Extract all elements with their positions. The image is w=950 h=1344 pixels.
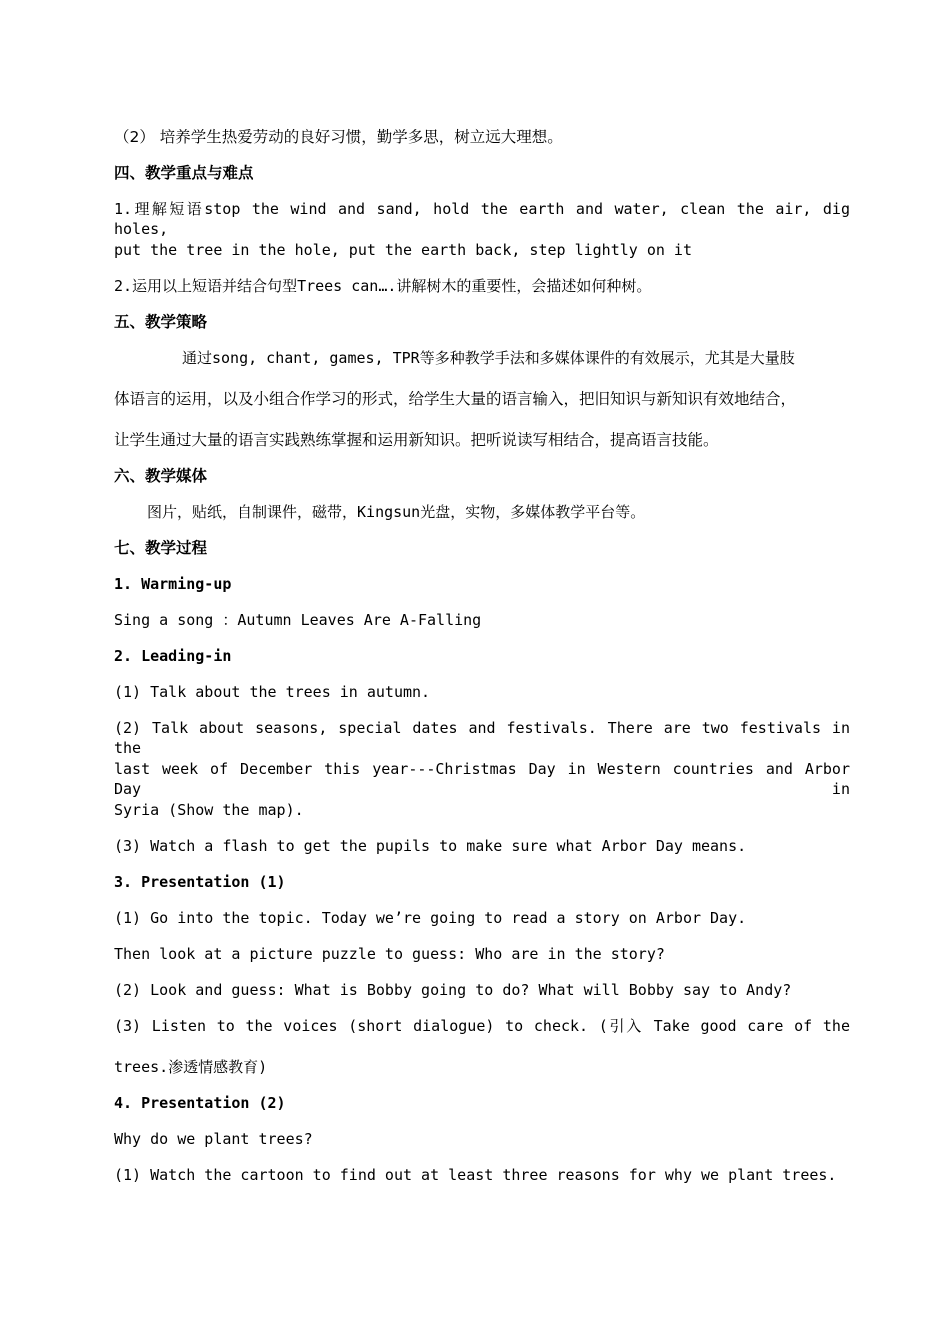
step-2-item-2-end: Syria (Show the map). [114,801,304,819]
key-point-1-continued: put the tree in the hole, put the earth back, step lightly on it [114,241,692,259]
section-heading-media: 六、教学媒体 [114,467,208,485]
step-2-item-2-continued: last week of December this year---Christmas Day in Western countries and Arbor Day in [114,760,850,798]
step-3-item-1: (1) Go into the topic. Today we’re going to read a story on Arbor Day. [114,909,747,927]
step-3-item-2: (2) Look and guess: What is Bobby going to do? What will Bobby say to Andy? [114,981,792,999]
step-2-heading: 2. Leading-in [114,647,232,665]
step-3-item-3: (3) Listen to the voices (short dialogue) to check. (引入 Take good care of the [114,1017,850,1035]
step-4-question: Why do we plant trees? [114,1130,313,1148]
step-2-item-2: (2) Talk about seasons, special dates and festivals. There are two festivals in the [114,719,850,757]
step-2-item-1: (1) Talk about the trees in autumn. [114,683,431,701]
section-heading-key-points: 四、教学重点与难点 [114,164,254,182]
strategy-paragraph-line-2: 体语言的运用，以及小组合作学习的形式，给学生大量的语言输入，把旧知识与新知识有效地结合， [114,390,797,408]
media-list-text: 图片，贴纸，自制课件，磁带，Kingsun光盘，实物，多媒体教学平台等。 [147,503,646,521]
step-3-item-3-continued: trees.渗透情感教育) [114,1058,268,1076]
step-1-heading: 1. Warming-up [114,575,232,593]
strategy-paragraph-line-3: 让学生通过大量的语言实践熟练掌握和运用新知识。把听说读写相结合，提高语言技能。 [114,431,719,449]
step-3-item-1-continued: Then look at a picture puzzle to guess: Who are in the story? [114,945,665,963]
step-4-heading: 4. Presentation (2) [114,1094,286,1112]
objective-2-text: （2） 培养学生热爱劳动的良好习惯，勤学多思，树立远大理想。 [114,128,563,146]
key-point-2-text: 2.运用以上短语并结合句型Trees can….讲解树木的重要性，会描述如何种树。 [114,277,652,295]
key-point-1-text: 1.理解短语stop the wind and sand, hold the earth and water, clean the air, dig holes, [114,200,850,238]
step-4-item-1: (1) Watch the cartoon to find out at least three reasons for why we plant trees. [114,1166,837,1184]
step-1-text: Sing a song ：Autumn Leaves Are A-Falling [114,611,482,629]
strategy-paragraph-line-1: 通过song, chant, games, TPR等多种教学手法和多媒体课件的有效展示，尤其是大量肢 [182,349,795,367]
section-heading-strategy: 五、教学策略 [114,313,208,331]
step-3-heading: 3. Presentation (1) [114,873,286,891]
step-2-item-3: (3) Watch a flash to get the pupils to make sure what Arbor Day means. [114,837,747,855]
section-heading-process: 七、教学过程 [114,539,208,557]
